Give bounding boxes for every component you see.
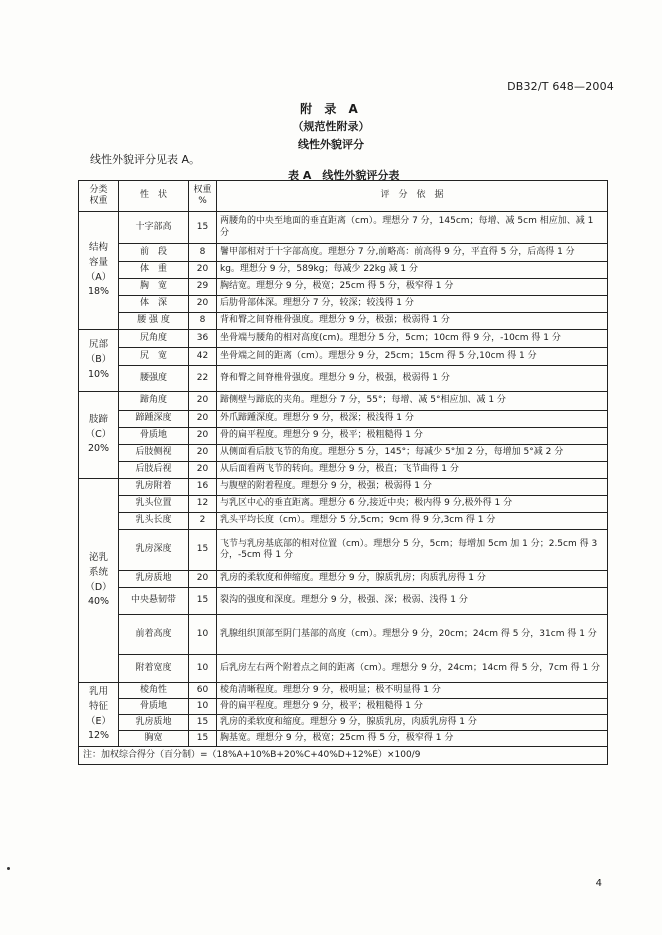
basis-cell: 骨的扁平程度。理想分 9 分，极平；极粗糙得 1 分: [217, 699, 608, 715]
weight-cell: 15: [189, 212, 217, 244]
basis-cell: 裂沟的强度和深度。理想分 9 分，极强、深；极弱、浅得 1 分: [217, 588, 608, 615]
table-row: [79, 479, 608, 496]
basis-cell: 后乳房左右两个附着点之间的距离（cm）。理想分 9 分，24cm；14cm 得 5 分，7cm 得 1 分: [217, 655, 608, 683]
trait-cell: 骨质地: [119, 428, 189, 445]
trait-cell: 乳房附着: [119, 479, 189, 496]
weight-cell: 16: [189, 479, 217, 496]
trait-cell: 尻 宽: [119, 348, 189, 366]
weight-cell: 2: [189, 513, 217, 530]
table-row: [79, 683, 608, 699]
trait-cell: 后肢后视: [119, 462, 189, 479]
table-row: [79, 313, 608, 330]
weight-cell: 15: [189, 530, 217, 571]
table-row: [79, 392, 608, 411]
trait-cell: 十字部高: [119, 212, 189, 244]
trait-cell: 骨质地: [119, 699, 189, 715]
annex-name: 线性外貌评分: [298, 138, 364, 151]
header-trait: 性 状: [119, 181, 189, 212]
trait-cell: 乳房质地: [119, 571, 189, 588]
weight-cell: 15: [189, 715, 217, 731]
trait-cell: 体 深: [119, 296, 189, 313]
weight-cell: 20: [189, 262, 217, 279]
table-row: [79, 244, 608, 262]
table-row: [79, 513, 608, 530]
basis-cell: 乳房的柔软度和伸缩度。理想分 9 分，腺质乳房；肉质乳房得 1 分: [217, 571, 608, 588]
table-row: [79, 731, 608, 747]
table-row: [79, 655, 608, 683]
weight-cell: 42: [189, 348, 217, 366]
basis-cell: 背和臀之间脊椎骨强度。理想分 9 分，极强；极弱得 1 分: [217, 313, 608, 330]
basis-cell: 从侧面看后肢飞节的角度。理想分 5 分，145°；每减少 5°加 2 分，每增加 5°减 2 分: [217, 445, 608, 462]
table-row: [79, 366, 608, 392]
weight-cell: 15: [189, 588, 217, 615]
annex-type: （规范性附录）: [292, 120, 370, 133]
weight-cell: 12: [189, 496, 217, 513]
basis-cell: 外爪蹄踵深度。理想分 9 分，极深；极浅得 1 分: [217, 411, 608, 428]
trait-cell: 体 重: [119, 262, 189, 279]
document-code: DB32/T 648—2004: [507, 80, 614, 93]
table-note: 注：加权综合得分（百分制）=（18%A+10%B+20%C+40%D+12%E）×100/9: [79, 747, 608, 765]
basis-cell: 乳头平均长度（cm）。理想分 5 分,5cm；9cm 得 9 分,3cm 得 1 分: [217, 513, 608, 530]
page-number: 4: [595, 878, 602, 889]
table-row: [79, 296, 608, 313]
basis-cell: 乳腺组织顶部至阴门基部的高度（cm）。理想分 9 分，20cm；24cm 得 5 分，31cm 得 1 分: [217, 615, 608, 655]
trait-cell: 附着宽度: [119, 655, 189, 683]
scoring-table: [78, 180, 608, 765]
category-cell: 泌乳 系统 （D） 40%: [79, 479, 119, 683]
trait-cell: 乳房深度: [119, 530, 189, 571]
trait-cell: 后肢侧视: [119, 445, 189, 462]
basis-cell: 骨的扁平程度。理想分 9 分，极平；极粗糙得 1 分: [217, 428, 608, 445]
trait-cell: 腰 强 度: [119, 313, 189, 330]
table-row: [79, 699, 608, 715]
table-row: [79, 428, 608, 445]
table-row: [79, 715, 608, 731]
basis-cell: 蹄侧壁与蹄底的夹角。理想分 7 分，55°；每增、减 5°相应加、减 1 分: [217, 392, 608, 411]
weight-cell: 20: [189, 428, 217, 445]
weight-cell: 10: [189, 699, 217, 715]
intro-text: 线性外貌评分见表 A。: [90, 153, 201, 166]
header-basis: 评 分 依 据: [217, 181, 608, 212]
weight-cell: 20: [189, 411, 217, 428]
weight-cell: 29: [189, 279, 217, 296]
basis-cell: 飞节与乳房基底部的相对位置（cm）。理想分 5 分，5cm；每增加 5cm 加 1 分；2.5cm 得 3 分，-5cm 得 1 分: [217, 530, 608, 571]
table-row: [79, 279, 608, 296]
basis-cell: 后肋骨部体深。理想分 7 分，较深；较浅得 1 分: [217, 296, 608, 313]
trait-cell: 胸宽: [119, 731, 189, 747]
trait-cell: 尻角度: [119, 330, 189, 348]
trait-cell: 腰强度: [119, 366, 189, 392]
trait-cell: 乳头长度: [119, 513, 189, 530]
weight-cell: 20: [189, 392, 217, 411]
basis-cell: 坐骨端之间的距离（cm）。理想分 9 分，25cm；15cm 得 5 分,10cm 得 1 分: [217, 348, 608, 366]
category-cell: 乳用 特征 （E） 12%: [79, 683, 119, 747]
basis-cell: 脊和臀之间脊椎骨强度。理想分 9 分，极强，极弱得 1 分: [217, 366, 608, 392]
table-row: [79, 212, 608, 244]
weight-cell: 22: [189, 366, 217, 392]
table-row: [79, 530, 608, 571]
weight-cell: 10: [189, 655, 217, 683]
scoring-table-wrapper: [78, 180, 608, 765]
basis-cell: 两腰角的中央至地面的垂直距离（cm）。理想分 7 分，145cm；每增、减 5cm 相应加、减 1 分: [217, 212, 608, 244]
basis-cell: 乳房的柔软度和缩度。理想分 9 分，腺质乳房，肉质乳房得 1 分: [217, 715, 608, 731]
trait-cell: 棱角性: [119, 683, 189, 699]
weight-cell: 20: [189, 296, 217, 313]
table-row: [79, 411, 608, 428]
basis-cell: 从后面看两飞节的转向。理想分 9 分，极直；飞节曲得 1 分: [217, 462, 608, 479]
basis-cell: 胸基宽。理想分 9 分，极宽；25cm 得 5 分，极窄得 1 分: [217, 731, 608, 747]
weight-cell: 15: [189, 731, 217, 747]
category-cell: 尻部 （B） 10%: [79, 330, 119, 392]
weight-cell: 60: [189, 683, 217, 699]
weight-cell: 36: [189, 330, 217, 348]
category-cell: 结构 容量 （A） 18%: [79, 212, 119, 330]
trait-cell: 前 段: [119, 244, 189, 262]
annex-title: 附 录 A: [300, 102, 362, 116]
table-row: [79, 615, 608, 655]
basis-cell: 胸结宽。理想分 9 分，极宽；25cm 得 5 分，极窄得 1 分: [217, 279, 608, 296]
trait-cell: 中央悬韧带: [119, 588, 189, 615]
table-row: [79, 588, 608, 615]
basis-cell: 坐骨端与腰角的相对高度(cm)。理想分 5 分，5cm；10cm 得 9 分，-10cm 得 1 分: [217, 330, 608, 348]
table-row: [79, 462, 608, 479]
weight-cell: 8: [189, 244, 217, 262]
table-row: [79, 262, 608, 279]
weight-cell: 20: [189, 462, 217, 479]
header-category: 分类 权重: [79, 181, 119, 212]
trait-cell: 蹄踵深度: [119, 411, 189, 428]
table-title: 表 A 线性外貌评分表: [288, 169, 400, 182]
table-row: [79, 445, 608, 462]
header-weight: 权重 %: [189, 181, 217, 212]
table-body: [79, 212, 608, 747]
table-header-row: [79, 181, 608, 212]
weight-cell: 8: [189, 313, 217, 330]
trait-cell: 胸 宽: [119, 279, 189, 296]
weight-cell: 10: [189, 615, 217, 655]
table-row: [79, 348, 608, 366]
category-cell: 肢蹄 （C） 20%: [79, 392, 119, 479]
table-row: [79, 571, 608, 588]
table-row: [79, 330, 608, 348]
trait-cell: 前着高度: [119, 615, 189, 655]
trait-cell: 乳房质地: [119, 715, 189, 731]
table-note-row: [79, 747, 608, 765]
weight-cell: 20: [189, 571, 217, 588]
weight-cell: 20: [189, 445, 217, 462]
trait-cell: 乳头位置: [119, 496, 189, 513]
table-row: [79, 496, 608, 513]
trait-cell: 蹄角度: [119, 392, 189, 411]
basis-cell: 与乳区中心的垂直距离。理想分 6 分,接近中央；极内得 9 分,极外得 1 分: [217, 496, 608, 513]
scan-speck: [7, 867, 10, 870]
basis-cell: kg。理想分 9 分，589kg；每减少 22kg 减 1 分: [217, 262, 608, 279]
basis-cell: 鬐甲部相对于十字部高度。理想分 7 分,前略高：前高得 9 分，平直得 5 分，后高得 1 分: [217, 244, 608, 262]
basis-cell: 棱角清晰程度。理想分 9 分，极明显；极不明显得 1 分: [217, 683, 608, 699]
basis-cell: 与腹壁的附着程度。理想分 9 分，极强；极弱得 1 分: [217, 479, 608, 496]
